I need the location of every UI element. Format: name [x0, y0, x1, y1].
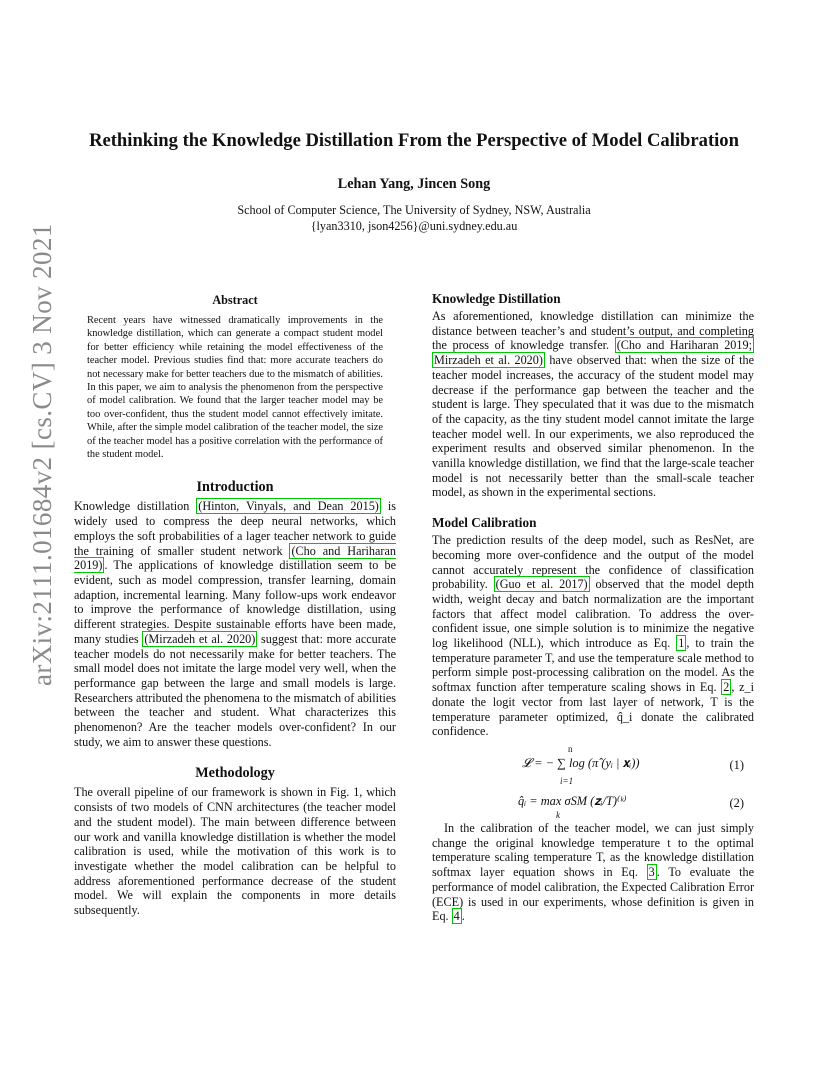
sum-lower-limit: i=1 [560, 775, 574, 786]
model-calibration-paragraph [432, 533, 754, 739]
citation-link[interactable]: (Cho and Hariharan 2019) [74, 543, 396, 573]
citation-link[interactable]: (Cho and Hariharan 2019; [616, 338, 752, 353]
text: , z_i donate the logit vector from last layer of network, T is the temperature parameter optimized, q̂_i donate the calibrated confidence. [432, 680, 754, 739]
introduction-paragraph [74, 499, 396, 749]
text: is widely used to compress the deep neural networks, which employs the soft probabilities of a lager teacher network to guide the training of smaller student network [74, 499, 396, 558]
citation-link[interactable]: (Guo et al. 2017) [495, 577, 588, 592]
citation-link[interactable]: (Hinton, Vinyals, and Dean 2015) [198, 499, 379, 514]
left-column [74, 290, 396, 918]
abstract-heading: Abstract [212, 293, 258, 307]
author-affiliation-block [60, 202, 768, 234]
text: Knowledge distillation [74, 499, 197, 514]
model-calibration-heading: Model Calibration [432, 515, 537, 531]
equation-number: (1) [729, 757, 744, 772]
abstract-text: Recent years have witnessed dramatically improvements in the knowledge distillation, which can generate a compact student model for better efficiency while retaining the model effectiveness of the teacher model. Previous studies find that: more accurate teachers do not necessary make for better teachers due to the mismatch of abilities. In this paper, we aim to analysis the phenomenon from the perspective of model calibration. We found that the larger teacher model may be too over-confident, thus the student model cannot effectively imitate. While, after the simple model calibration of the teacher model, the size of the teacher model has a positive correlation with the performance of the student model. [87, 315, 383, 461]
right-column [432, 290, 754, 924]
equation-1-body: 𝓛 = − ∑ log (π̂ (yᵢ | 𝐱ᵢ)) [522, 755, 640, 770]
text: . [461, 909, 465, 924]
text: , to train the temperature parameter T, and use the temperature scale method to perform simple post-processing calibration on the model. As the softmax function after temperature scaling shows in Eq. [432, 636, 755, 695]
equation-2-body: q̂ᵢ = max σSM (𝐳ᵢ/T)⁽ᵏ⁾ [518, 793, 627, 808]
text: As aforementioned, knowledge distillation can minimize the distance between teacher’s and student’s output, and completing the process of knowledge transfer. [432, 309, 754, 353]
paper-title: Rethinking the Knowledge Distillation From the Perspective of Model Calibration [89, 130, 739, 151]
citation-link[interactable]: (Mirzadeh et al. 2020) [144, 631, 256, 646]
text: The prediction results of the deep model, such as ResNet, are becoming more over-confidence and the output of the model cannot accurately represent the confidence of classification probability. [432, 533, 754, 592]
equation-2 [432, 785, 754, 821]
citation-link[interactable]: Mirzadeh et al. 2020) [434, 353, 543, 368]
text: suggest that: more accurate teacher models do not necessarily make for better teachers. The small model does not imitate the large model very well, when the performance gap between the large and small models is large. Researchers attributed the phenomena to the mismatch of abilities between the teacher and student. What characterizes this phenomenon? Are the teacher models over-confident? In our study, we aim to answer these questions. [74, 631, 396, 749]
equation-ref-link[interactable]: 4 [453, 909, 460, 924]
equation-ref-link[interactable]: 2 [723, 680, 730, 695]
text: . The applications of knowledge distillation seem to be evident, such as model compression, transfer learning, domain adaption, incremental learning. Many follow-ups work endeavor to improve the performance of knowledge distillation, using different strategies. Despite sustainable efforts have been made, many studies [74, 558, 396, 646]
arxiv-side-banner: arXiv:2111.01684v2 [cs.CV] 3 Nov 2021 [27, 223, 57, 686]
max-subscript: k [556, 809, 560, 820]
author-emails: {lyan3310, json4256}@uni.sydney.edu.au [310, 219, 518, 233]
text: . To evaluate the performance of model calibration, the Expected Calibration Error (ECE) is used in our experiments, whose definition is given in Eq. [432, 865, 754, 924]
sum-upper-limit: n [568, 743, 573, 754]
calibration-paragraph-2 [432, 821, 754, 924]
introduction-heading: Introduction [196, 479, 274, 496]
text: have observed that: when the size of the teacher model increases, the accuracy of the student model may decrease if the performance gap between the teacher and the student is large. They speculated that it was due to the mismatch of the capacity, as the tiny student model cannot imitate the large teacher model well. In our experiments, we also reproduced the experiment results and observed similar phenomenon. In the vanilla knowledge distillation, we find that the large-scale teacher model is not necessarily better than the small-scale teacher model, as shown in the experimental sections. [432, 353, 754, 500]
paper-authors: Lehan Yang, Jincen Song [337, 176, 491, 192]
methodology-paragraph: The overall pipeline of our framework is shown in Fig. 1, which consists of two models of CNN architectures (the teacher model and the student model). The main between difference between our work and vanilla knowledge distillation is whether the model calibration is used, while the motivation of this work is to investigate whether the model calibration can be helpful to address aforementioned performance decrease of the student model. We will explain the components in more details subsequently. [74, 785, 396, 918]
text: In the calibration of the teacher model, we can just simply change the original knowledge temperature t to the optimal temperature scaling temperature T, as the knowledge distillation softmax layer equation shows in Eq. [432, 820, 754, 880]
knowledge-distillation-paragraph [432, 309, 754, 500]
equation-ref-link[interactable]: 3 [648, 865, 655, 880]
affiliation: School of Computer Science, The University of Sydney, NSW, Australia [237, 203, 591, 217]
text: observed that the model depth width, weight decay and batch normalization are the important factors that affect model calibration. To address the over-confident issue, one simple solution is to minimize the negative log likelihood (NLL), which introduce as Eq. [432, 577, 754, 651]
equation-number: (2) [729, 795, 744, 810]
equation-1 [432, 743, 754, 786]
methodology-heading: Methodology [195, 765, 275, 782]
knowledge-distillation-heading: Knowledge Distillation [432, 291, 561, 306]
equation-ref-link[interactable]: 1 [678, 636, 685, 651]
